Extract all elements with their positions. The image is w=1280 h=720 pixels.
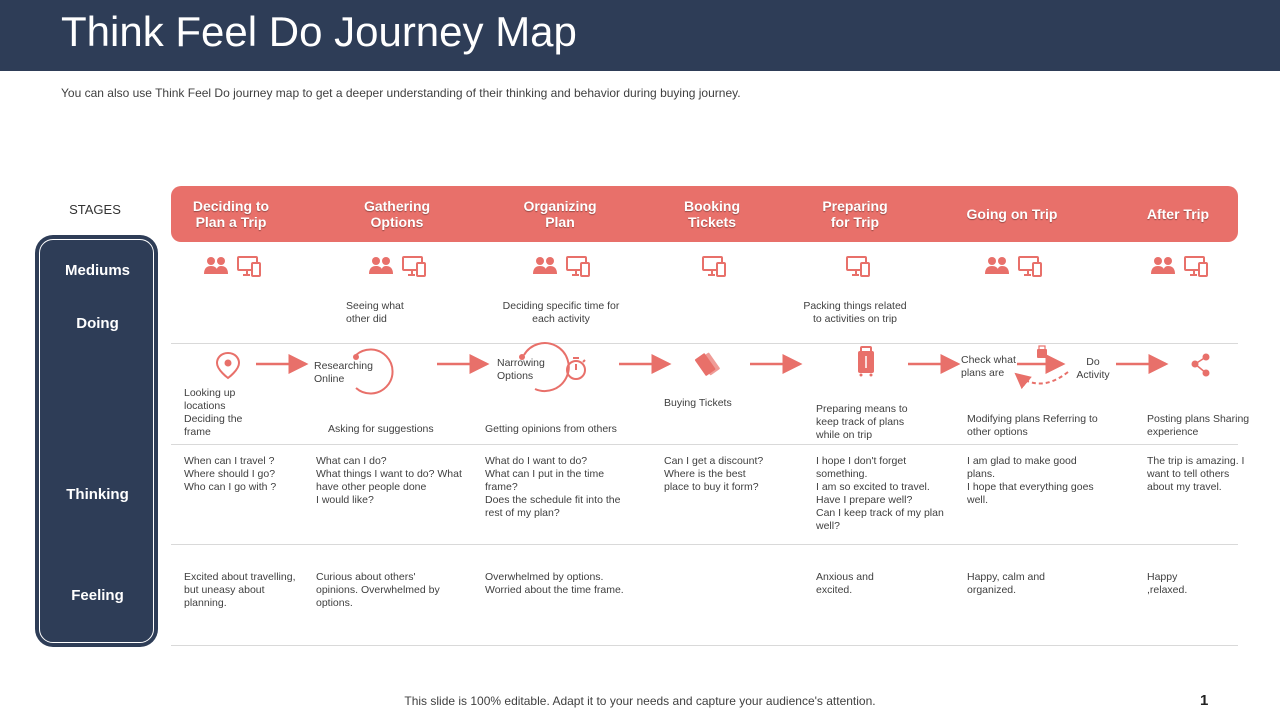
loop-arrow bbox=[1016, 372, 1068, 384]
divider-bottom bbox=[171, 645, 1238, 646]
location-pin-icon bbox=[217, 353, 239, 378]
divider-thinking-top bbox=[171, 444, 1238, 445]
flow-label-check: Check what plans are bbox=[961, 354, 1016, 379]
doing-going-below: Modifying plans Referring to other options bbox=[967, 413, 1098, 438]
thinking-cell: What can I do? What things I want to do? What have other people done I would like? bbox=[316, 455, 462, 506]
doing-booking-below: Buying Tickets bbox=[664, 397, 732, 409]
luggage-icon bbox=[858, 347, 874, 377]
doing-deciding-below: Looking up locations Deciding the frame bbox=[184, 387, 243, 438]
doing-organizing-below: Getting opinions from others bbox=[485, 423, 617, 435]
divider-feeling-top bbox=[171, 544, 1238, 545]
thinking-cell: When can I travel ? Where should I go? Who can I go with ? bbox=[184, 455, 277, 493]
row-label-feeling: Feeling bbox=[71, 587, 124, 604]
doing-gathering-above: Seeing what other did bbox=[346, 300, 404, 325]
page-subtitle: You can also use Think Feel Do journey map to get a deeper understanding of their thinking and behavior during buying journey. bbox=[61, 86, 741, 100]
doing-after-below: Posting plans Sharing experience bbox=[1147, 413, 1250, 438]
feeling-cell: Happy, calm and organized. bbox=[967, 571, 1046, 596]
stage-deciding: Deciding to Plan a Trip bbox=[192, 198, 270, 230]
doing-preparing-below: Preparing means to keep track of plans while on trip bbox=[816, 403, 908, 441]
footer-note: This slide is 100% editable. Adapt it to your needs and capture your audience's attention. bbox=[404, 694, 876, 708]
tickets-icon bbox=[695, 351, 721, 378]
feeling-cell: Curious about others' opinions. Overwhelmed by options. bbox=[316, 571, 440, 609]
stages-label: STAGES bbox=[69, 202, 121, 217]
feeling-cell: Overwhelmed by options. Worried about the time frame. bbox=[485, 571, 624, 596]
share-icon bbox=[1192, 354, 1210, 377]
stage-after: After Trip bbox=[1146, 206, 1210, 222]
doing-gathering-below: Asking for suggestions bbox=[328, 423, 434, 435]
thinking-cell: I hope I don't forget something. I am so excited to travel. Have I prepare well? Can I keep track of my plan well? bbox=[816, 455, 944, 532]
thinking-cell: What do I want to do? What can I put in the time frame? Does the schedule fit into the rest of my plan? bbox=[485, 455, 621, 519]
stage-gathering: Gathering Options bbox=[363, 198, 431, 230]
page-number: 1 bbox=[1200, 692, 1209, 709]
doing-preparing-above: Packing things related to activities on trip bbox=[803, 300, 907, 325]
feeling-cell: Anxious and excited. bbox=[816, 571, 874, 596]
stage-preparing: Preparing for Trip bbox=[822, 198, 888, 230]
luggage-small-icon bbox=[1037, 346, 1047, 358]
page-title: Think Feel Do Journey Map bbox=[61, 8, 577, 55]
flow-label-researching: Researching Online bbox=[314, 360, 373, 385]
feeling-cell: Excited about travelling, but uneasy about planning. bbox=[184, 571, 296, 609]
row-label-mediums: Mediums bbox=[64, 262, 130, 279]
row-label-doing: Doing bbox=[76, 315, 119, 332]
row-label-thinking: Thinking bbox=[66, 486, 129, 503]
flow-label-narrowing: Narrowing Options bbox=[497, 357, 545, 382]
stage-booking: Booking Tickets bbox=[684, 198, 740, 230]
doing-organizing-above: Deciding specific time for each activity bbox=[502, 300, 620, 325]
thinking-cell: Can I get a discount? Where is the best place to buy it form? bbox=[664, 455, 764, 493]
flow-label-do-activity: Do Activity bbox=[1076, 356, 1110, 381]
thinking-cell: The trip is amazing. I want to tell others about my travel. bbox=[1147, 455, 1245, 493]
stage-organizing: Organizing Plan bbox=[523, 198, 597, 230]
thinking-cell: I am glad to make good plans. I hope that everything goes well. bbox=[967, 455, 1094, 506]
stage-going: Going on Trip bbox=[966, 206, 1058, 222]
feeling-cell: Happy ,relaxed. bbox=[1147, 571, 1188, 596]
